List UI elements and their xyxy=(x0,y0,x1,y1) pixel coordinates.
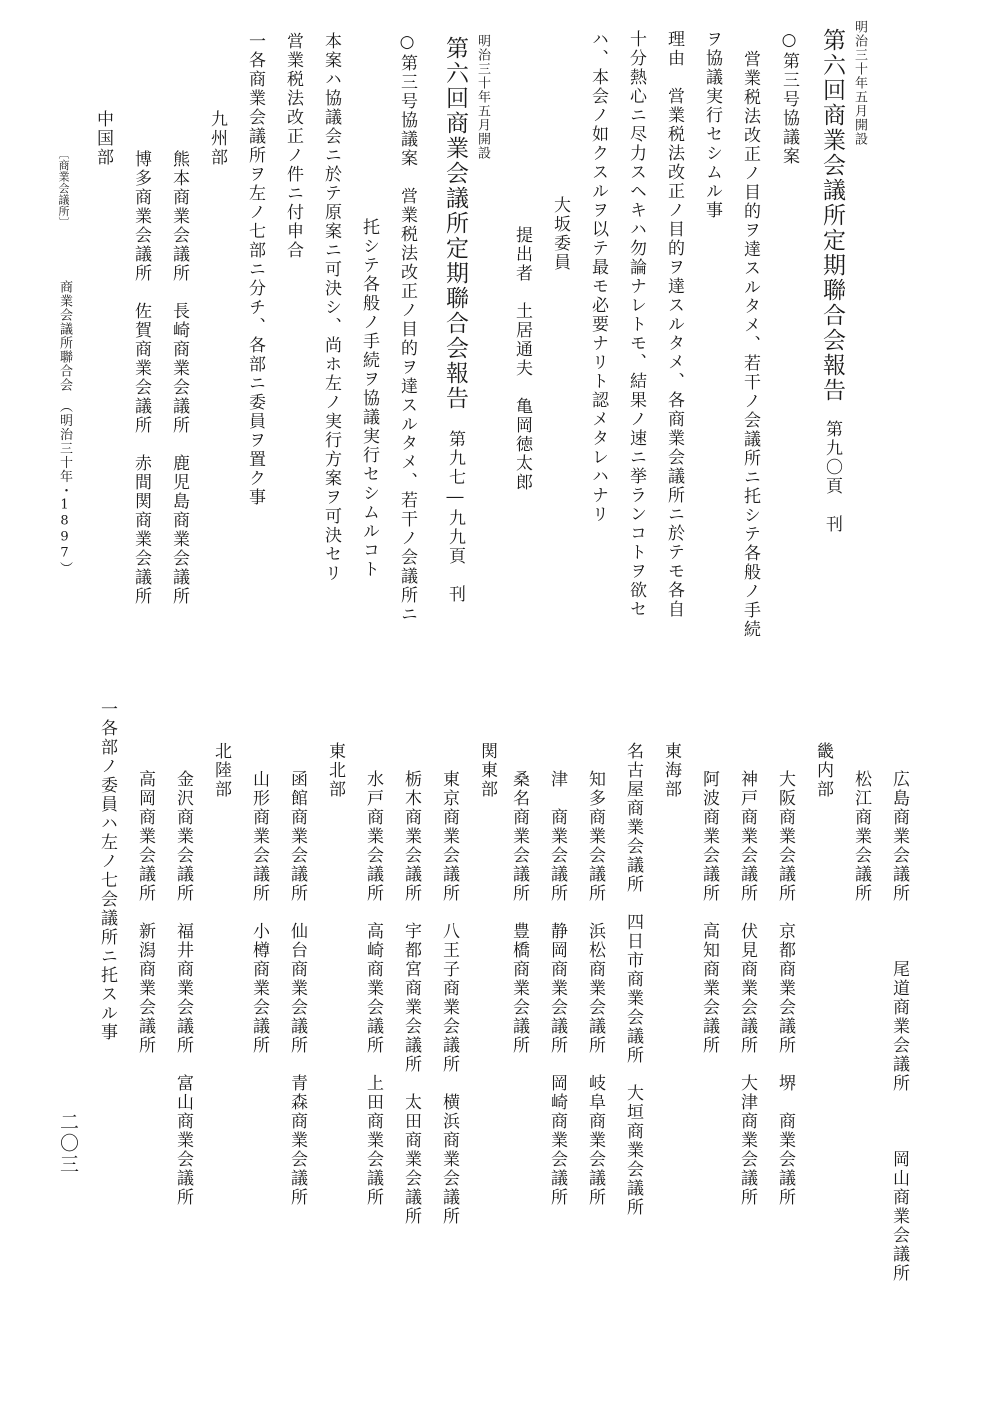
region-heading: 関東部 xyxy=(477,742,497,799)
text-line: ハ、本会ノ如クスルヲ以テ最モ必要ナリト認メタレハナリ xyxy=(588,30,608,524)
list-line: 山形商業会議所 小樽商業会議所 xyxy=(249,770,269,1055)
text-line: ヲ協議実行セシムル事 xyxy=(702,30,722,220)
text-line: 営業税法改正ノ件ニ付申合 xyxy=(283,32,303,260)
list-line: 桑名商業会議所 豊橋商業会議所 xyxy=(509,770,529,1055)
text-line: 博多商業会議所 佐賀商業会議所 赤間関商業会議所 xyxy=(131,150,151,606)
header-date-left: 明治三十年五月開設 xyxy=(475,34,490,160)
text-line: 本案ハ協議会ニ於テ原案ニ可決シ、尚ホ左ノ実行方案ヲ可決セリ xyxy=(321,32,341,583)
list-line: 高岡商業会議所 新潟商業会議所 xyxy=(135,770,155,1055)
list-line: 広島商業会議所 尾道商業会議所 岡山商業会議所 xyxy=(889,770,909,1283)
text-line: 一各商業会議所ヲ左ノ七部ニ分チ、各部ニ委員ヲ置ク事 xyxy=(245,32,265,507)
region-heading: 東北部 xyxy=(325,742,345,799)
list-line: 金沢商業会議所 福井商業会議所 富山商業会議所 xyxy=(173,770,193,1207)
header-date-right: 明治三十年五月開設 xyxy=(852,20,867,146)
header-page-ref-left: 第九七―九九頁 刊 xyxy=(445,430,465,604)
list-line: 大阪商業会議所 京都商業会議所 堺 商業会議所 xyxy=(775,770,795,1207)
list-line: 知多商業会議所 浜松商業会議所 岐阜商業会議所 xyxy=(585,770,605,1207)
list-line: 栃木商業会議所 宇都宮商業会議所 太田商業会議所 xyxy=(401,770,421,1226)
list-line: 名古屋商業会議所 四日市商業会議所 大垣商業会議所 xyxy=(623,742,643,1217)
header-title-left: 第六回商業会議所定期聯合会報告 xyxy=(442,36,468,411)
text-line: 理由 営業税法改正ノ目的ヲ達スルタメ、各商業会議所ニ於テモ各自 xyxy=(664,30,684,619)
list-line: 松江商業会議所 xyxy=(851,770,871,903)
running-section: 〔商業会議所〕 xyxy=(57,148,70,229)
header-page-ref-right: 第九〇頁 刊 xyxy=(822,420,842,534)
text-line: 一各部ノ委員ハ左ノ七会議所ニ托スル事 xyxy=(97,700,117,1042)
text-line: 十分熱心ニ尽力スヘキハ勿論ナレトモ、結果ノ速ニ挙ランコトヲ欲セ xyxy=(626,30,646,619)
text-line: 熊本商業会議所 長崎商業会議所 鹿児島商業会議所 xyxy=(169,150,189,606)
list-line: 東京商業会議所 八王子商業会議所 横浜商業会議所 xyxy=(439,770,459,1226)
text-line: ○第三号協議案 営業税法改正ノ目的ヲ達スルタメ、若干ノ会議所ニ xyxy=(397,32,417,624)
text-line: 九州部 xyxy=(207,110,227,167)
region-heading: 東海部 xyxy=(661,742,681,799)
text-line: 営業税法改正ノ目的ヲ達スルタメ、若干ノ会議所ニ托シテ各般ノ手続 xyxy=(740,50,760,639)
text-line: ○第三号協議案 xyxy=(779,30,799,166)
region-heading: 北陸部 xyxy=(211,742,231,799)
header-title-right: 第六回商業会議所定期聯合会報告 xyxy=(819,28,845,403)
text-line: 大坂委員 xyxy=(550,196,570,272)
running-title: 商業会議所聯合会 （明治三十年・1897） xyxy=(57,280,72,576)
list-line: 水戸商業会議所 高崎商業会議所 上田商業会議所 xyxy=(363,770,383,1207)
text-line: 托シテ各般ノ手続ヲ協議実行セシムルコト xyxy=(359,218,379,579)
text-line: 中国部 xyxy=(93,110,113,167)
list-line: 神戸商業会議所 伏見商業会議所 大津商業会議所 xyxy=(737,770,757,1207)
list-line: 阿波商業会議所 高知商業会議所 xyxy=(699,770,719,1055)
list-line: 函館商業会議所 仙台商業会議所 青森商業会議所 xyxy=(287,770,307,1207)
region-heading: 畿内部 xyxy=(813,742,833,799)
page-number: 二〇三 xyxy=(57,1112,79,1175)
list-line: 津 商業会議所 静岡商業会議所 岡崎商業会議所 xyxy=(547,770,567,1207)
text-line: 提出者 土居通夫 亀岡徳太郎 xyxy=(512,226,532,492)
